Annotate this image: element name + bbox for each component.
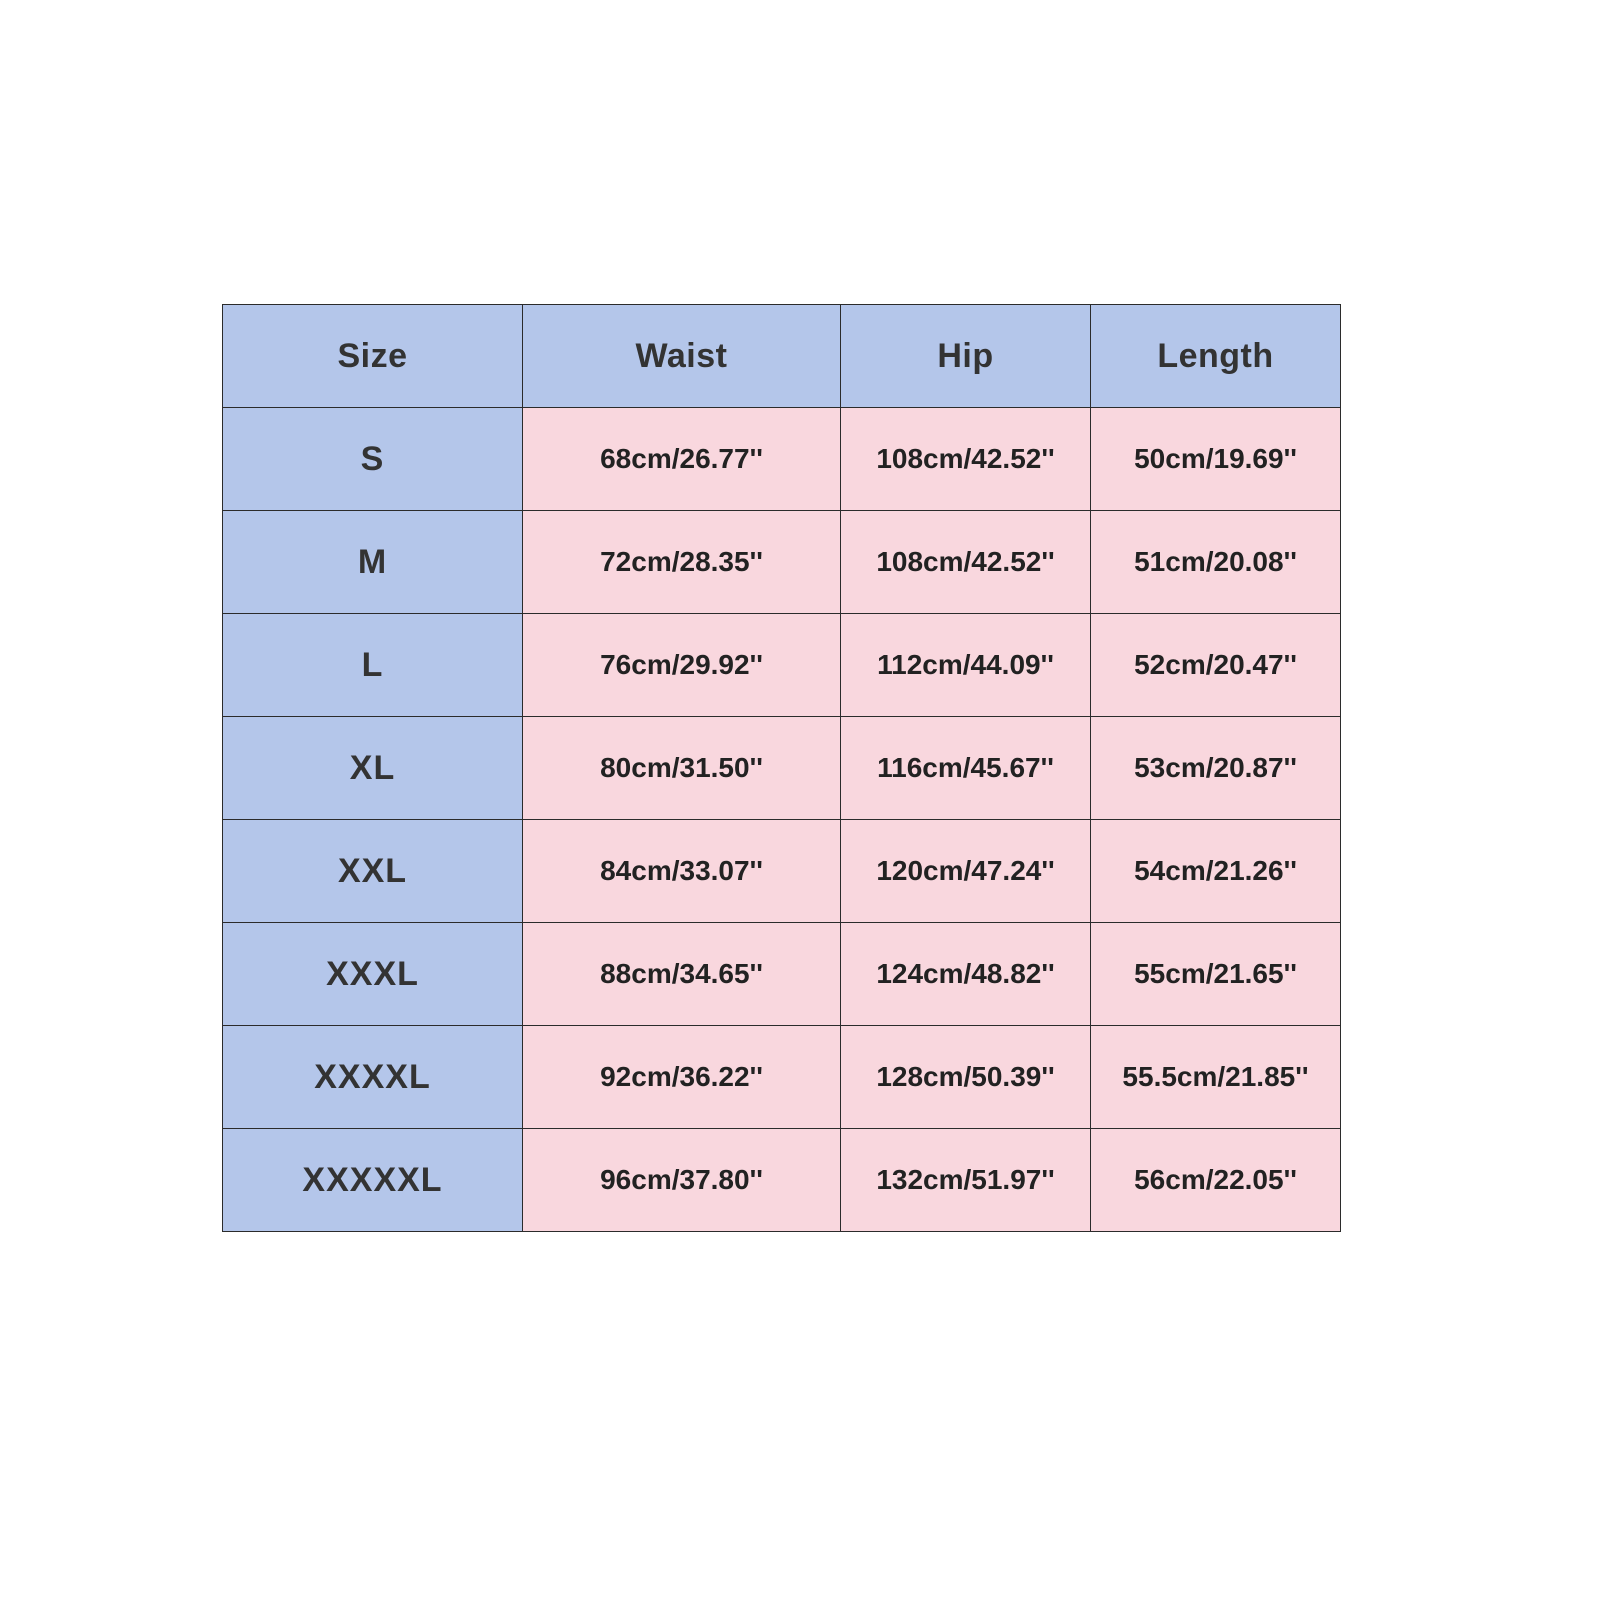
hip-cell: 132cm/51.97'' [841,1129,1091,1232]
waist-cell: 84cm/33.07'' [523,820,841,923]
length-cell: 56cm/22.05'' [1091,1129,1341,1232]
length-cell: 51cm/20.08'' [1091,511,1341,614]
size-cell: XL [223,717,523,820]
header-size: Size [223,305,523,408]
size-cell: XXXXL [223,1026,523,1129]
hip-cell: 108cm/42.52'' [841,408,1091,511]
header-length: Length [1091,305,1341,408]
size-cell: XXXL [223,923,523,1026]
table-row [223,511,1341,614]
hip-cell: 120cm/47.24'' [841,820,1091,923]
size-cell: S [223,408,523,511]
hip-cell: 124cm/48.82'' [841,923,1091,1026]
waist-cell: 92cm/36.22'' [523,1026,841,1129]
waist-cell: 88cm/34.65'' [523,923,841,1026]
length-cell: 55cm/21.65'' [1091,923,1341,1026]
hip-cell: 128cm/50.39'' [841,1026,1091,1129]
table-header-row [223,305,1341,408]
size-cell: XXL [223,820,523,923]
length-cell: 52cm/20.47'' [1091,614,1341,717]
hip-cell: 108cm/42.52'' [841,511,1091,614]
table-row [223,614,1341,717]
waist-cell: 80cm/31.50'' [523,717,841,820]
hip-cell: 112cm/44.09'' [841,614,1091,717]
size-cell: M [223,511,523,614]
header-hip: Hip [841,305,1091,408]
header-waist: Waist [523,305,841,408]
length-cell: 55.5cm/21.85'' [1091,1026,1341,1129]
table-row [223,717,1341,820]
table-row [223,408,1341,511]
waist-cell: 76cm/29.92'' [523,614,841,717]
table-row [223,1026,1341,1129]
length-cell: 53cm/20.87'' [1091,717,1341,820]
size-chart-table [222,304,1341,1232]
size-cell: L [223,614,523,717]
length-cell: 54cm/21.26'' [1091,820,1341,923]
table-row [223,820,1341,923]
hip-cell: 116cm/45.67'' [841,717,1091,820]
length-cell: 50cm/19.69'' [1091,408,1341,511]
waist-cell: 96cm/37.80'' [523,1129,841,1232]
table-row [223,923,1341,1026]
waist-cell: 68cm/26.77'' [523,408,841,511]
size-cell: XXXXXL [223,1129,523,1232]
table-row [223,1129,1341,1232]
waist-cell: 72cm/28.35'' [523,511,841,614]
